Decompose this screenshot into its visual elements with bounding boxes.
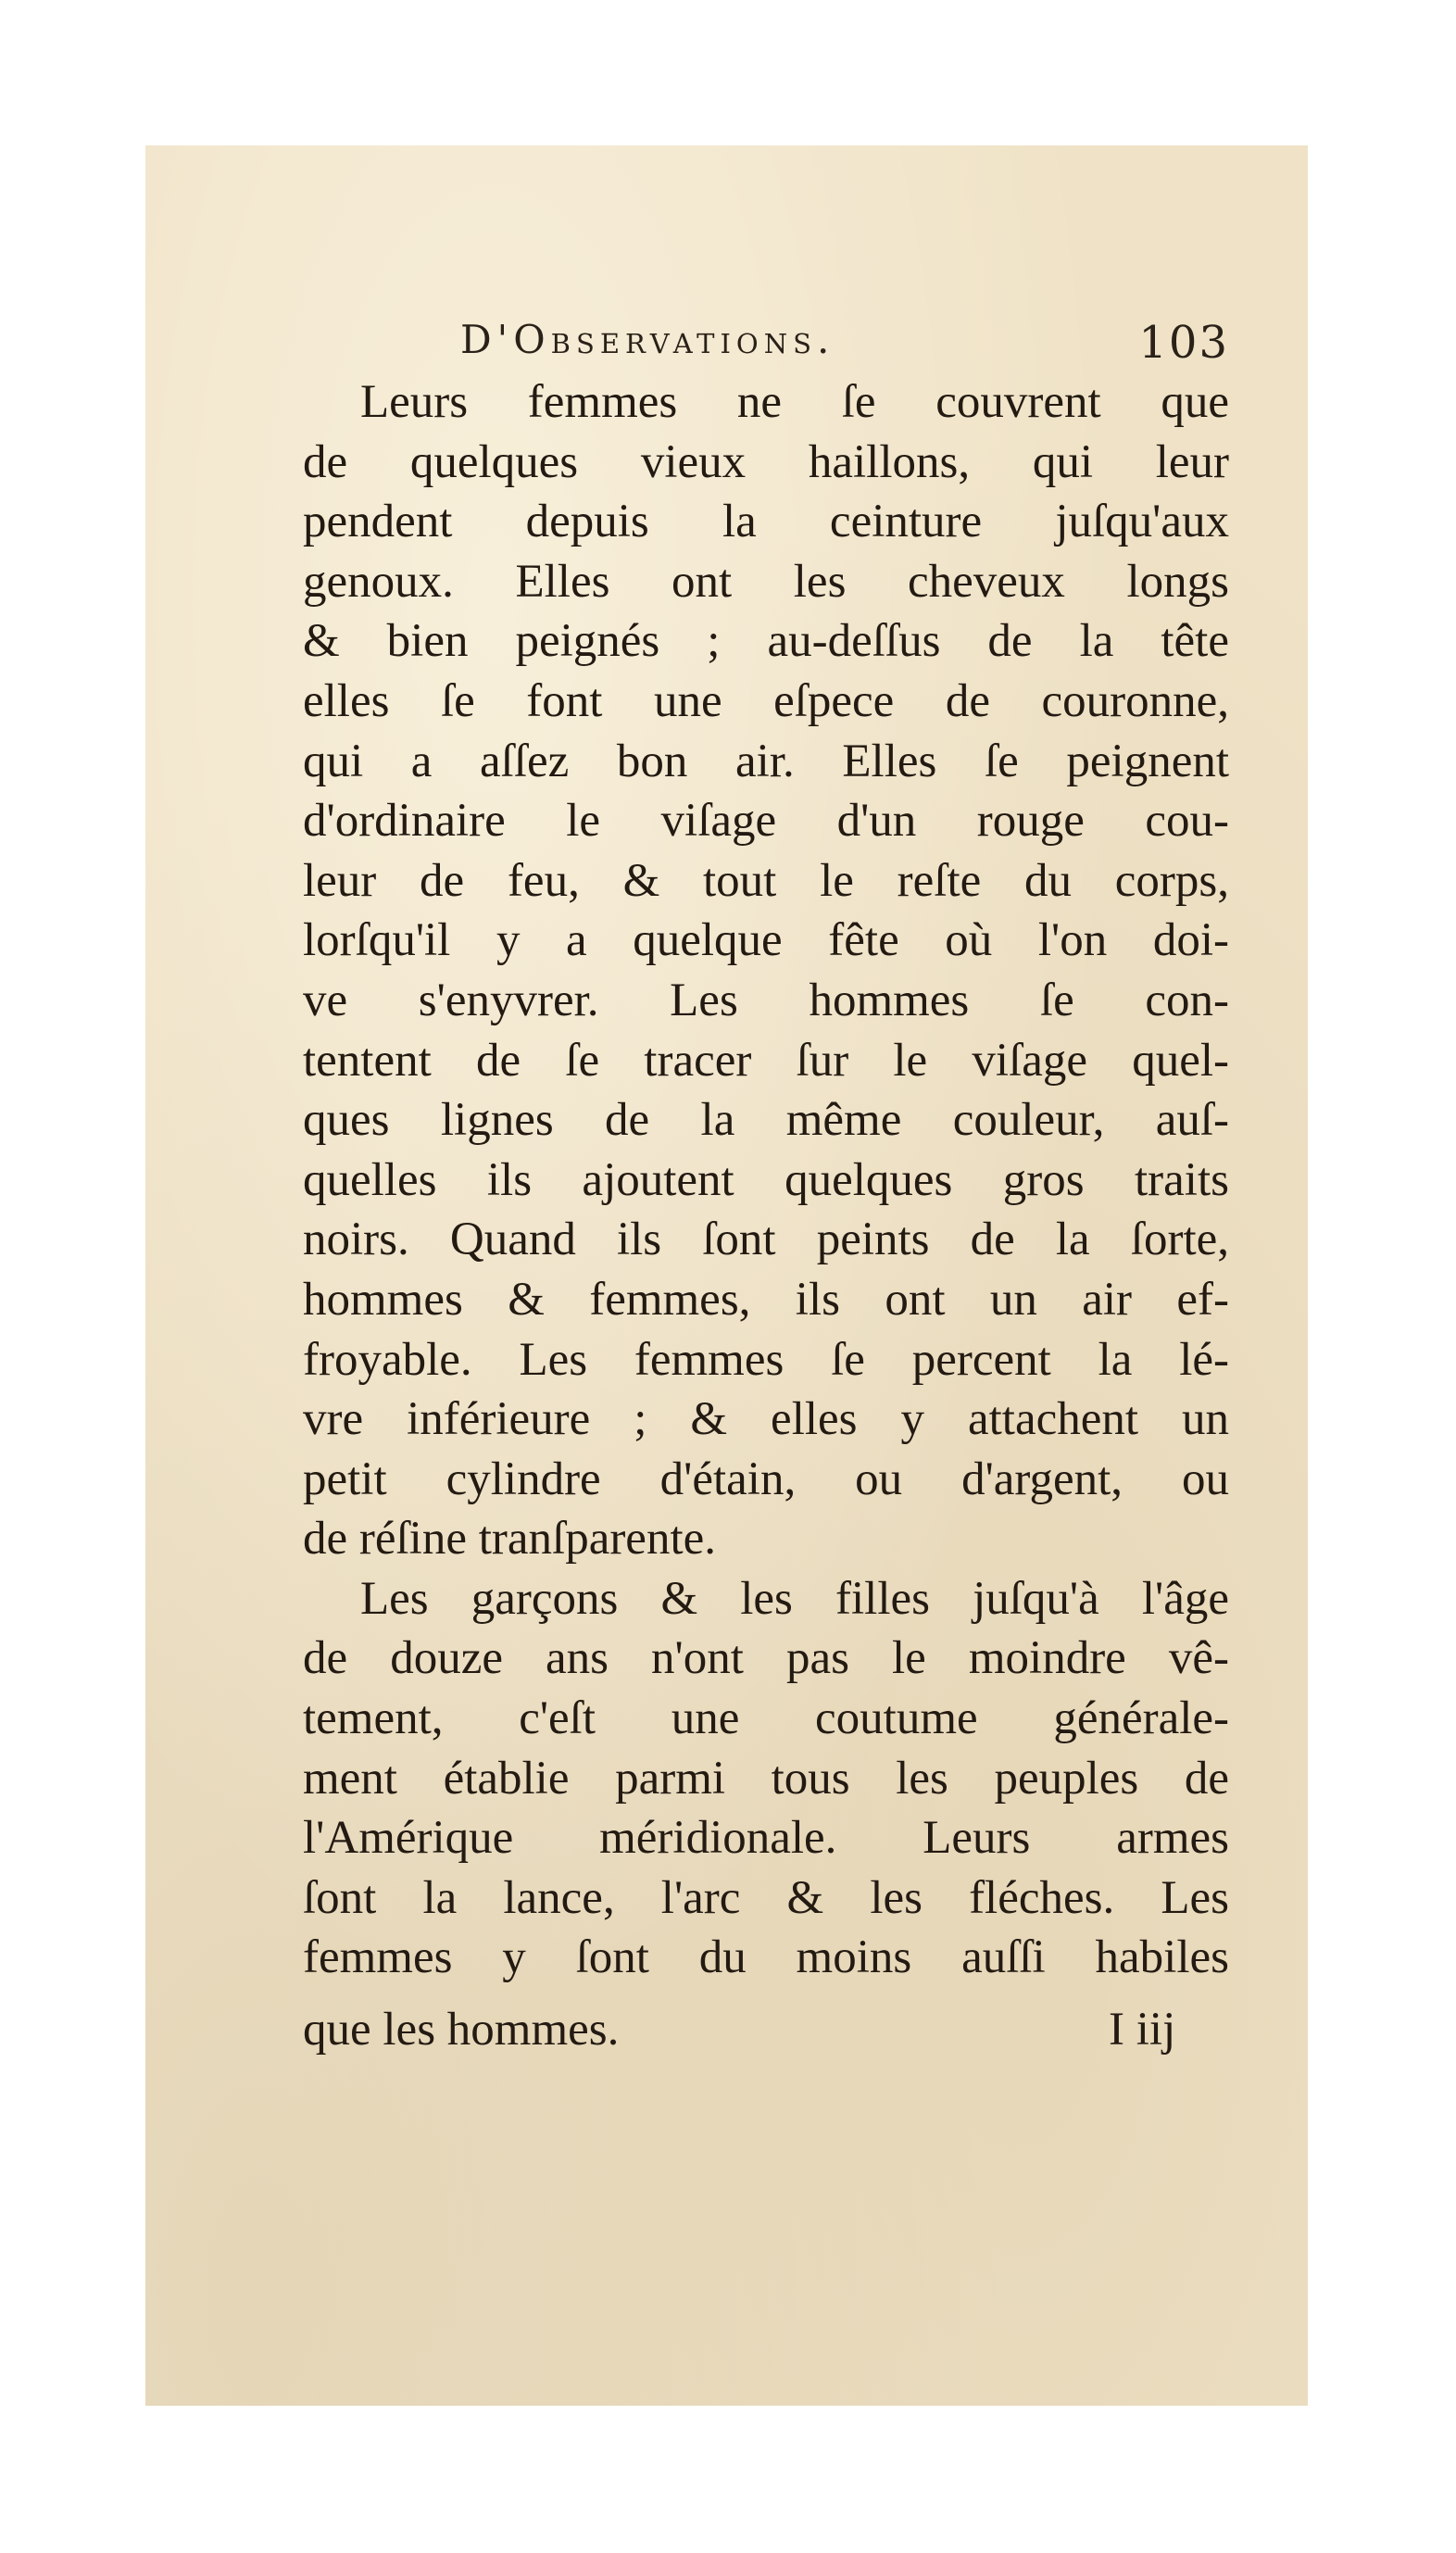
text-line: ques lignes de la même couleur, auſ- <box>303 1094 1229 1147</box>
text-line: ment établie parmi tous les peuples de <box>303 1752 1229 1805</box>
text-line: tement, c'eſt une coutume générale- <box>303 1692 1229 1745</box>
signature-mark: I iij <box>1109 2004 1176 2056</box>
text-line: petit cylindre d'étain, ou d'argent, ou <box>303 1453 1229 1505</box>
text-line: Leurs femmes ne ſe couvrent que <box>360 376 1229 428</box>
text-line: ve s'enyvrer. Les hommes ſe con- <box>303 974 1229 1026</box>
text-line: elles ſe font une eſpece de couronne, <box>303 674 1229 727</box>
text-line: & bien peignés ; au-deſſus de la tête <box>303 615 1229 668</box>
text-line: quelles ils ajoutent quelques gros traits <box>303 1153 1229 1206</box>
text-line: pendent depuis la ceinture juſqu'aux <box>303 496 1229 548</box>
text-line: Les garçons & les filles juſqu'à l'âge <box>360 1572 1229 1625</box>
text-line: genoux. Elles ont les cheveux longs <box>303 555 1229 608</box>
page-footer <box>303 2003 1229 2068</box>
text-line: qui a aſſez bon air. Elles ſe peignent <box>303 735 1229 787</box>
running-head: D'Observations. <box>460 317 835 362</box>
page-number: 103 <box>1138 317 1229 369</box>
text-line: vre inférieure ; & elles y attachent un <box>303 1393 1229 1446</box>
text-line: de réſine tranſparente. <box>303 1513 717 1566</box>
text-line: lorſqu'il y a quelque fête où l'on doi- <box>303 914 1229 967</box>
text-line: froyable. Les femmes ſe percent la lé- <box>303 1333 1229 1386</box>
text-line: tentent de ſe tracer ſur le viſage quel- <box>303 1034 1229 1087</box>
text-line: de quelques vieux haillons, qui leur <box>303 435 1229 488</box>
text-line: femmes y ſont du moins auſſi habiles <box>303 1931 1229 1984</box>
text-line: l'Amérique méridionale. Leurs armes <box>303 1812 1229 1865</box>
text-line: de douze ans n'ont pas le moindre vê- <box>303 1632 1229 1685</box>
text-line: leur de feu, & tout le reſte du corps, <box>303 854 1229 907</box>
text-line: hommes & femmes, ils ont un air ef- <box>303 1273 1229 1326</box>
text-line: noirs. Quand ils ſont peints de la ſorte, <box>303 1214 1229 1266</box>
book-page <box>145 145 1308 2406</box>
text-line: d'ordinaire le viſage d'un rouge cou- <box>303 795 1229 848</box>
final-text-line: que les hommes. <box>303 2004 620 2056</box>
body-text <box>303 372 1229 1988</box>
text-line: ſont la lance, l'arc & les fléches. Les <box>303 1871 1229 1924</box>
